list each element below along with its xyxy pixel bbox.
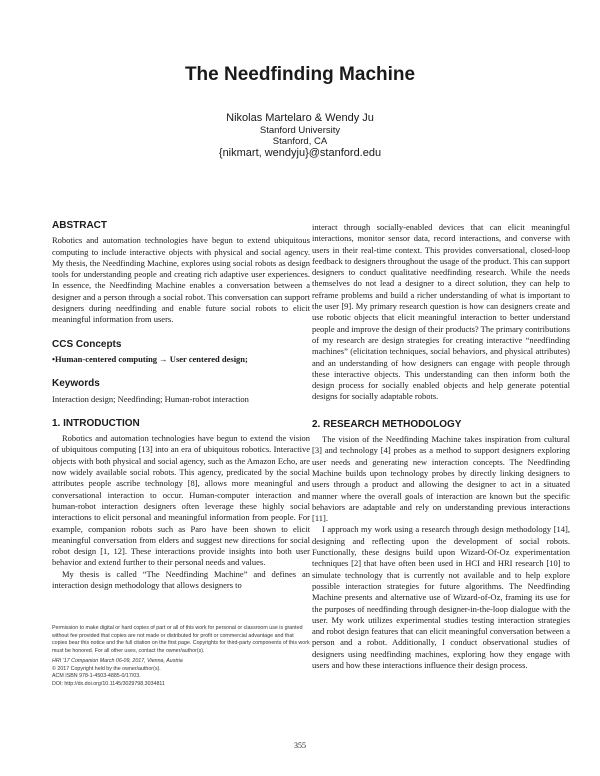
ccs-text: •Human-centered computing → User centered design; (52, 353, 248, 364)
paper-title: The Needfinding Machine (184, 64, 416, 85)
intro-paragraph-2: My thesis is called “The Needfinding Machine” and defines an interaction design methodology that allows designers to (52, 568, 310, 591)
keywords-text: Interaction design; Needfinding; Human-robot interaction (52, 393, 249, 404)
research-heading: 2. RESEARCH METHODOLOGY (312, 418, 462, 430)
copyright-line: © 2017 Copyright held by the owner/author(s). (52, 665, 161, 672)
left-column (52, 220, 310, 591)
intro-continued: interact through socially-enabled devices that can elicit meaningful interactions, monitor sensor data, record interactions, and converse with users in their real-time context. This provides conversational, closed-loop feedback to designers throughout the usage of the product. This can support designers to conduct qualitative needfinding research. While the needs themselves do not lead a designer to a direct solution, they can help to reframe problems and build a richer understanding of what is important to the user [9]. My primary research question is how can designers create and use robotic objects that elicit meaningful interaction to better understand people and improve the design of their products? The primary contributions of my research are design strategies for creating interactive “needfinding machines” (elicitation techniques, social behaviors, and physical attributes) and an understanding of how designers can engage with people through these interactive objects. This understanding can then inform both the design process for socially enabled objects and help generate potential designs for socially adaptable robots. (312, 222, 570, 402)
ccs-heading: CCS Concepts (52, 338, 122, 350)
research-paragraph-2: I approach my work using a research through design methodology [14], designing and reflecting upon the development of social robots. Functionally, these designs build upon Wizard-Of-Oz experimentation techniques [2] that have often been used in HCI and HRI research [10] to simulate technology that is currently not available and to help explore possible interaction strategies for future algorithms. The Needfinding Machine presents and alternative use of Wizard-of-Oz, framing its use for the purposes of needfinding through designer-in-the-loop dialogue with the user. My work utilizes experimental studies testing interaction strategies and robot design features that can elicit meaningful conversation between a person and a robot. Additionally, I conduct observational studies of designers using needfinding machines, exploring how they engage with users and how these interactions influence their design process. (312, 524, 570, 670)
author-university: Stanford University (259, 125, 341, 136)
permission-text: Permission to make digital or hard copies of part or all of this work for personal or classroom use is granted without fee provided that copies are not made or distributed for profit or commercial advantage and that copies bear this notice and the full citation on the first page. Copyrights for third-party components of this work must be honored. For all other uses, contact the owner/author(s). (52, 625, 310, 654)
intro-heading: 1. INTRODUCTION (52, 417, 140, 429)
abstract-text: Robotics and automation technologies have begun to extend ubiquitous computing to include interactive objects with physical and social agency. My thesis, the Needfinding Machine, explores using social robots as design tools for understanding people and creating rich adaptive user experiences. In essence, the Needfinding Machine enables a conversation between a designer and a person through a social robot. This conversation can support designers during needfinding and enable future social robots to elicit meaningful information from users. (52, 235, 310, 325)
intro-paragraph-1: Robotics and automation technologies have begun to extend the vision of ubiquitous computing [13] into an era of ubiquitous robotics. Interactive objects with both physical and social agency, such as the Amazon Echo, are now widely available social robots. This agency, predicated by the social attributes people ascribe technology [8], allows more meaningful and conversational interaction to occur. Human-computer interaction and human-robot interaction designers often leverage these highly social interactions to elicit personal and meaningful information from people. For example, companion robots such as Paro have been shown to elicit meaningful conversation from elders and suggest new directions for social robot design [1, 12]. These interactions provide insights into both user behavior and extend further to their personal needs and values. (52, 433, 310, 568)
author-email: {nikmart, wendyju}@stanford.edu (218, 147, 382, 159)
conference-info: HRI ’17 Companion March 06-09, 2017, Vienna, Austria (52, 658, 183, 664)
keywords-heading: Keywords (52, 378, 100, 390)
author-location: Stanford, CA (272, 136, 328, 147)
right-column (312, 222, 570, 671)
author-block (0, 112, 600, 160)
page-number: 355 (294, 741, 306, 750)
research-paragraph-1: The vision of the Needfinding Machine takes inspiration from cultural [3] and technology [4] probes as a method to support designers exploring user needs and generating new interaction concepts. The Needfinding Machine builds upon technology probes by directly linking designers to users through a product and allowing the designer to act in a situated manner where the overall goals of interaction are known but the specific behaviors are adaptable and rely on understanding previous interactions [11]. (312, 434, 570, 524)
doi-line: DOI: http://dx.doi.org/10.1145/3029798.3034811 (52, 680, 165, 687)
permission-block (52, 625, 310, 688)
author-names: Nikolas Martelaro & Wendy Ju (226, 112, 374, 124)
abstract-heading: ABSTRACT (52, 220, 107, 231)
isbn-line: ACM ISBN 978-1-4503-4885-0/17/03. (52, 673, 141, 679)
